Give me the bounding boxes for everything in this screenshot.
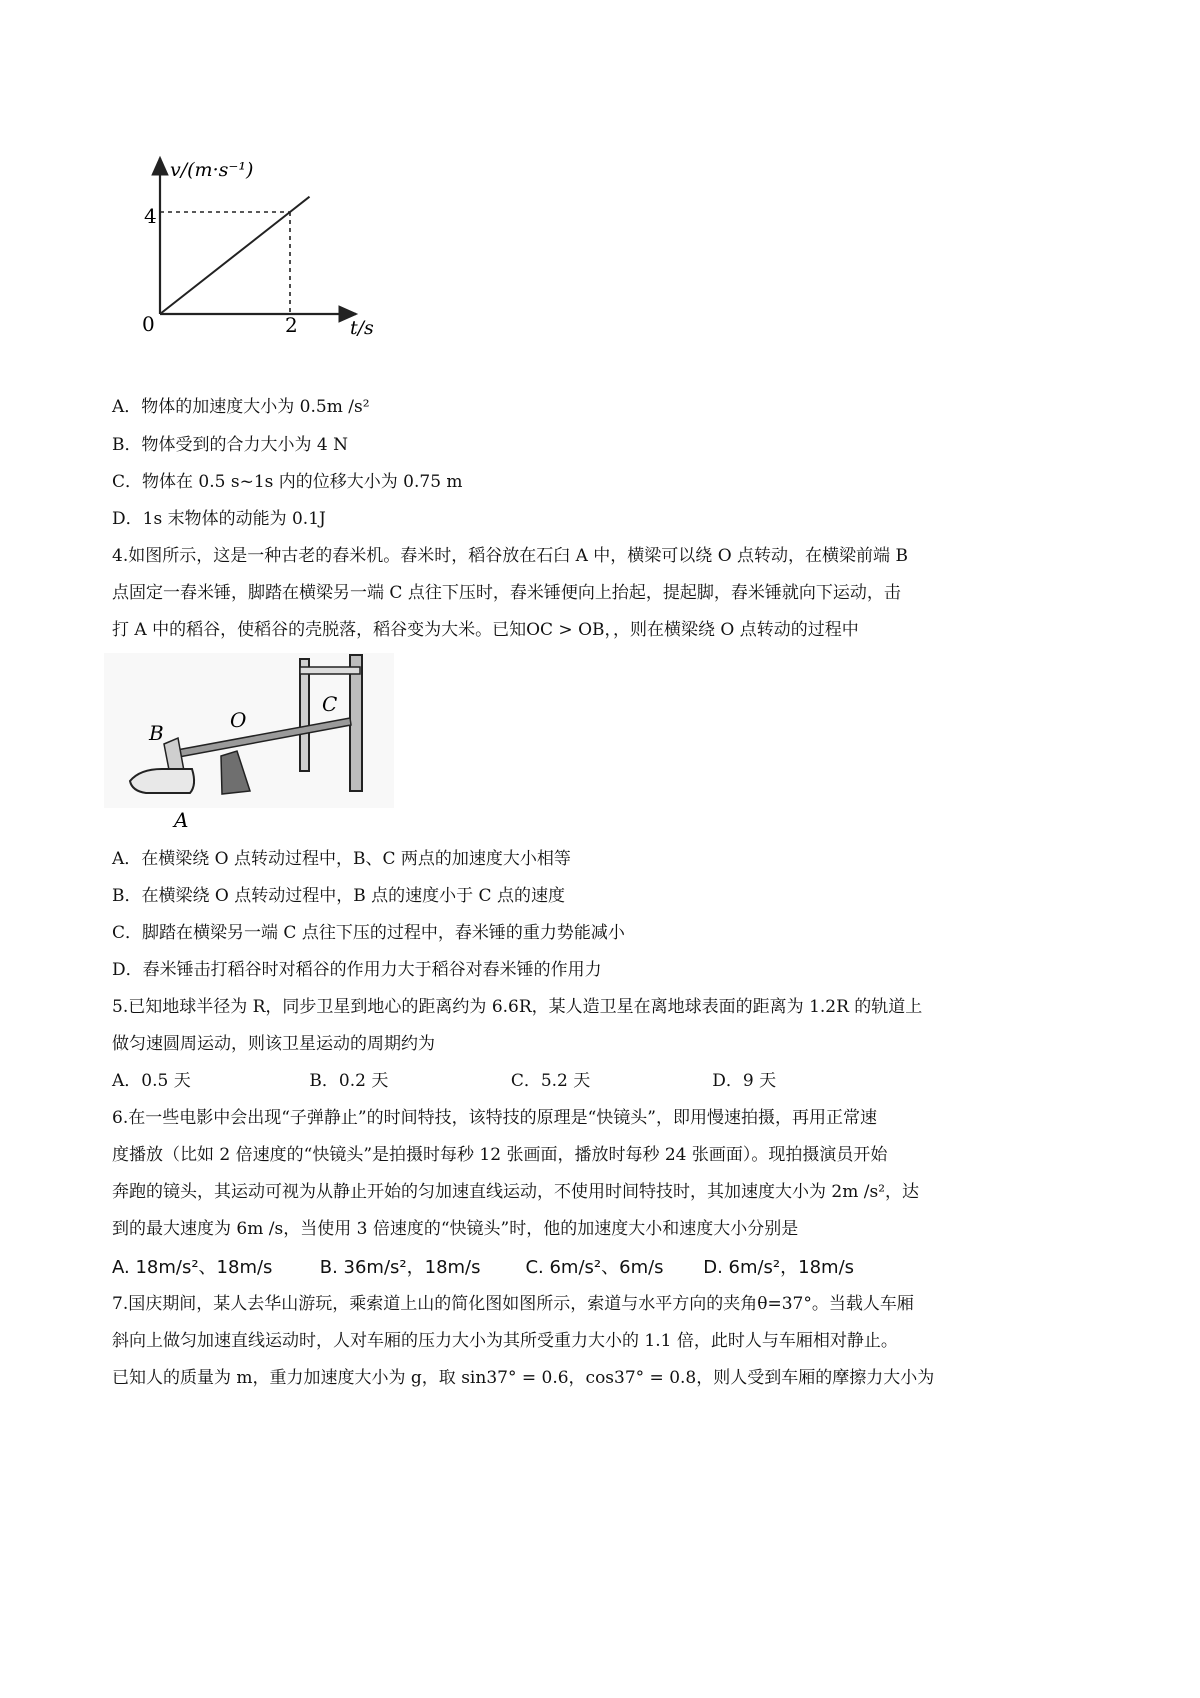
q6-stem-line-3: 奔跑的镜头，其运动可视为从静止开始的匀加速直线运动，不使用时间特技时，其加速度大小为 2m /s²，达	[112, 1182, 920, 1202]
q4-option-b: B．在横梁绕 O 点转动过程中，B 点的速度小于 C 点的速度	[112, 886, 565, 906]
q6-option-c: C. 6m/s²、6m/s	[525, 1257, 664, 1278]
figure-label-c: C	[322, 692, 338, 716]
q4-option-d: D．舂米锤击打稻谷时对稻谷的作用力大于稻谷对舂米锤的作用力	[112, 960, 602, 980]
rice-pounder-figure	[100, 645, 400, 845]
origin-label: 0	[142, 312, 155, 336]
q5-option-c: C．5.2 天	[510, 1071, 591, 1091]
q5-options	[112, 1069, 776, 1093]
y-axis-label: v/(m·s⁻¹)	[170, 159, 254, 181]
post-right	[350, 655, 362, 791]
q5-option-b: B．0.2 天	[309, 1071, 389, 1091]
q4-stem-line-2: 点固定一舂米锤，脚踏在横梁另一端 C 点往下压时，舂米锤便向上抬起，提起脚，舂米锤就向下运动，击	[112, 583, 901, 603]
q5-stem-line-1: 5.已知地球半径为 R，同步卫星到地心的距离约为 6.6R，某人造卫星在离地球表面的距离为 1.2R 的轨道上	[112, 997, 923, 1017]
q3-option-d: D．1s 末物体的动能为 0.1J	[112, 509, 326, 529]
q3-option-b: B．物体受到的合力大小为 4 N	[112, 435, 348, 455]
vt-graph	[118, 150, 393, 345]
figure-label-a: A	[174, 808, 189, 832]
q6-stem-line-1: 6.在一些电影中会出现“子弹静止”的时间特技，该特技的原理是“快镜头”，即用慢速拍摄，再用正常速	[112, 1108, 877, 1128]
post-left	[300, 659, 309, 771]
q4-stem-line-1: 4.如图所示，这是一种古老的舂米机。舂米时，稻谷放在石臼 A 中，横梁可以绕 O 点转动，在横梁前端 B	[112, 546, 908, 566]
q7-stem-line-2: 斜向上做匀加速直线运动时，人对车厢的压力大小为其所受重力大小的 1.1 倍，此时人与车厢相对静止。	[112, 1331, 898, 1351]
q3-option-c: C．物体在 0.5 s~1s 内的位移大小为 0.75 m	[112, 472, 463, 492]
y-tick-label: 4	[144, 204, 157, 228]
q5-option-d: D．9 天	[712, 1071, 777, 1091]
figure-label-b: B	[149, 721, 164, 745]
q6-stem-line-4: 到的最大速度为 6m /s，当使用 3 倍速度的“快镜头”时，他的加速度大小和速度大小分别是	[112, 1219, 799, 1239]
stone-mortar	[130, 769, 194, 793]
q5-option-a: A．0.5 天	[112, 1071, 191, 1091]
q6-stem-line-2: 度播放（比如 2 倍速度的“快镜头”是拍摄时每秒 12 张画面，播放时每秒 24 张画面）。现拍摄演员开始	[112, 1145, 888, 1165]
q5-stem-line-2: 做匀速圆周运动，则该卫星运动的周期约为	[112, 1034, 435, 1054]
q4-option-c: C．脚踏在横梁另一端 C 点往下压的过程中，舂米锤的重力势能减小	[112, 923, 625, 943]
q7-stem-line-1: 7.国庆期间，某人去华山游玩，乘索道上山的简化图如图所示，索道与水平方向的夹角θ=37°。当载人车厢	[112, 1294, 914, 1314]
figure-label-o: O	[230, 708, 247, 732]
q6-option-b: B. 36m/s²，18m/s	[319, 1257, 481, 1278]
x-tick-label: 2	[285, 313, 298, 337]
series-line	[160, 197, 310, 314]
q6-option-d: D. 6m/s²，18m/s	[703, 1257, 855, 1278]
q4-stem-line-3: 打 A 中的稻谷，使稻谷的壳脱落，稻谷变为大米。已知OC > OB，，则在横梁绕 O 点转动的过程中	[112, 620, 859, 640]
q4-option-a: A．在横梁绕 O 点转动过程中，B、C 两点的加速度大小相等	[112, 849, 571, 869]
q6-option-a: A. 18m/s²、18m/s	[112, 1257, 273, 1278]
top-crossbar	[300, 667, 360, 674]
x-axis-label: t/s	[350, 317, 374, 339]
q6-options	[112, 1256, 854, 1280]
q3-option-a: A．物体的加速度大小为 0.5m /s²	[112, 397, 370, 417]
q7-stem-line-3: 已知人的质量为 m，重力加速度大小为 g，取 sin37° = 0.6，cos37° = 0.8，则人受到车厢的摩擦力大小为	[112, 1368, 935, 1388]
